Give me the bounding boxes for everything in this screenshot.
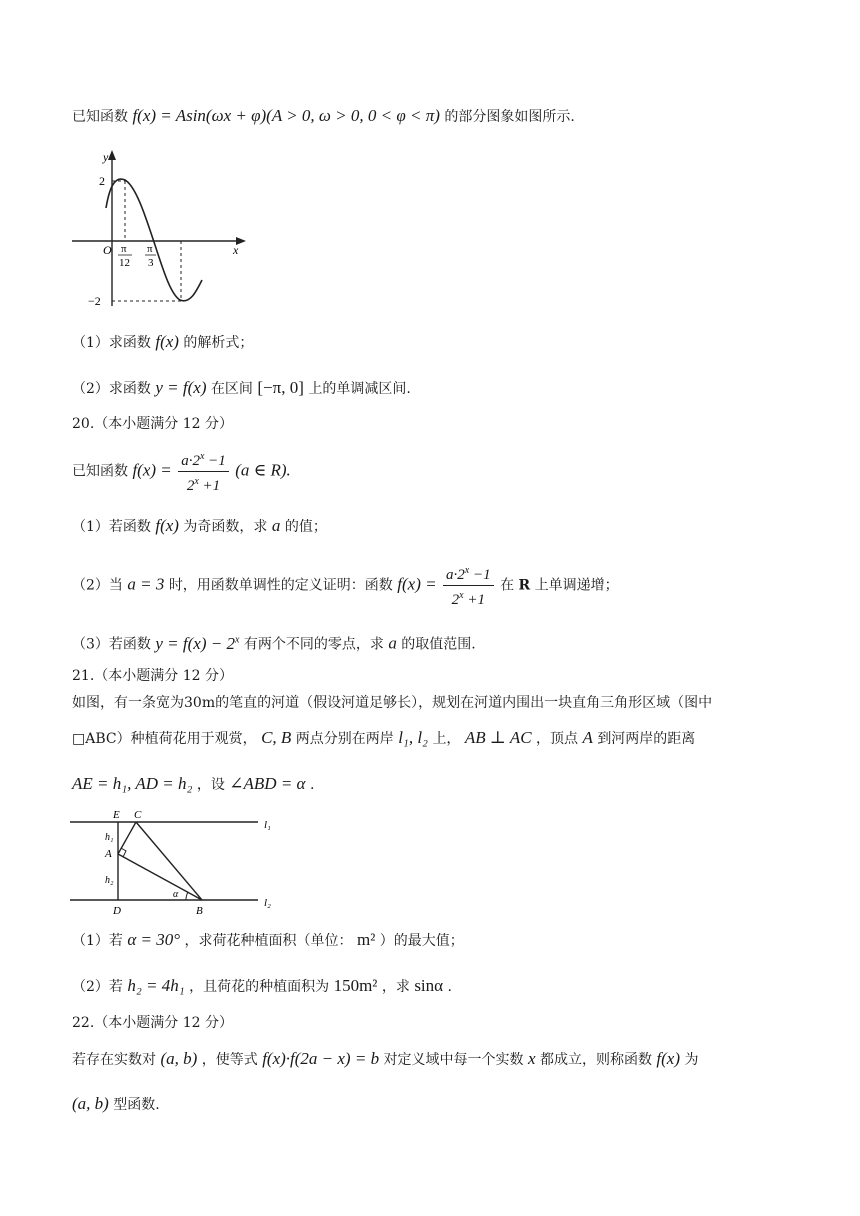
q19-function-formula: f(x) = Asin(ωx + φ)(A > 0, ω > 0, 0 < φ < π) — [132, 106, 440, 125]
q20-part2: （2）当 a = 3 时，用函数单调性的定义证明：函数 f(x) = $\frac{a\cdot 2^x -1}{2^x +1}$ 在 R 上单调递增； — [72, 562, 619, 609]
label-l1: l₁ — [264, 819, 271, 831]
label-h2: h₂ — [105, 875, 114, 886]
q21-line3: AE = h₁, AD = h₂ ，设 ∠ABD = α . — [72, 774, 315, 793]
q22-line2: (a, b) 型函数. — [72, 1094, 160, 1113]
q20-intro: 已知函数 f(x) = $\frac{a\cdot 2^x -1}{2^x +1}$ (a ∈ R). — [72, 448, 291, 495]
q21-header: 21.（本小题满分 12 分） — [72, 668, 233, 684]
label-alpha: α — [173, 889, 179, 900]
tick-pi12-num: π — [121, 243, 127, 255]
q19-intro: 已知函数 f(x) = Asin(ωx + φ)(A > 0, ω > 0, 0 < φ < π) 的部分图象如图所示. — [72, 106, 575, 125]
q21-line1: 如图，有一条宽为30m的笔直的河道（假设河道足够长），规划在河道内围出一块直角三角形区域（图中 — [72, 695, 713, 711]
q21-line2: □ABC）种植荷花用于观赏， C, B 两点分别在两岸 l₁, l₂ 上， AB ⊥ AC ，顶点 A 到河两岸的距离 — [72, 728, 696, 747]
q20-part3: （3）若函数 $y = f(x) - 2^x$ 有两个不同的零点，求 a 的取值范围. — [72, 633, 476, 653]
q22-header: 22.（本小题满分 12 分） — [72, 1015, 233, 1031]
label-C: C — [134, 809, 142, 821]
label-B: B — [196, 905, 203, 917]
tick-pi12-den: 12 — [119, 257, 130, 269]
origin-label: O — [103, 243, 112, 257]
river-triangle-figure — [68, 806, 298, 918]
label-E: E — [113, 809, 120, 821]
q19-part1: （1）求函数 f(x) 的解析式； — [72, 332, 254, 351]
tick-label-neg2: −2 — [88, 294, 101, 308]
tick-pi3-num: π — [147, 243, 153, 255]
tick-label-2: 2 — [99, 174, 105, 188]
q21-part1: （1）若 α = 30° ，求荷花种植面积（单位： m² ）的最大值； — [72, 930, 464, 949]
q20-fraction: $\frac{a\cdot 2^x -1}{2^x +1}$ — [178, 448, 229, 495]
x-axis-label: x — [233, 243, 239, 257]
label-h1: h₁ — [105, 832, 114, 843]
q20-part1: （1）若函数 f(x) 为奇函数，求 a 的值； — [72, 516, 327, 535]
sine-graph-figure — [66, 146, 256, 312]
label-l2: l₂ — [264, 897, 271, 909]
q20-header: 20.（本小题满分 12 分） — [72, 416, 233, 432]
q21-part2: （2）若 h₂ = 4h₁ ，且荷花的种植面积为 150m² ，求 sinα . — [72, 976, 452, 995]
label-D: D — [113, 905, 121, 917]
tick-pi3-den: 3 — [148, 257, 154, 269]
q19-part2: （2）求函数 y = f(x) 在区间 [−π, 0] 上的单调减区间. — [72, 378, 411, 397]
label-A: A — [105, 848, 112, 860]
y-axis-label: y — [103, 150, 109, 164]
q22-line1: 若存在实数对 (a, b) ，使等式 f(x)·f(2a − x) = b 对定义域中每一个实数 x 都成立，则称函数 f(x) 为 — [72, 1049, 699, 1068]
